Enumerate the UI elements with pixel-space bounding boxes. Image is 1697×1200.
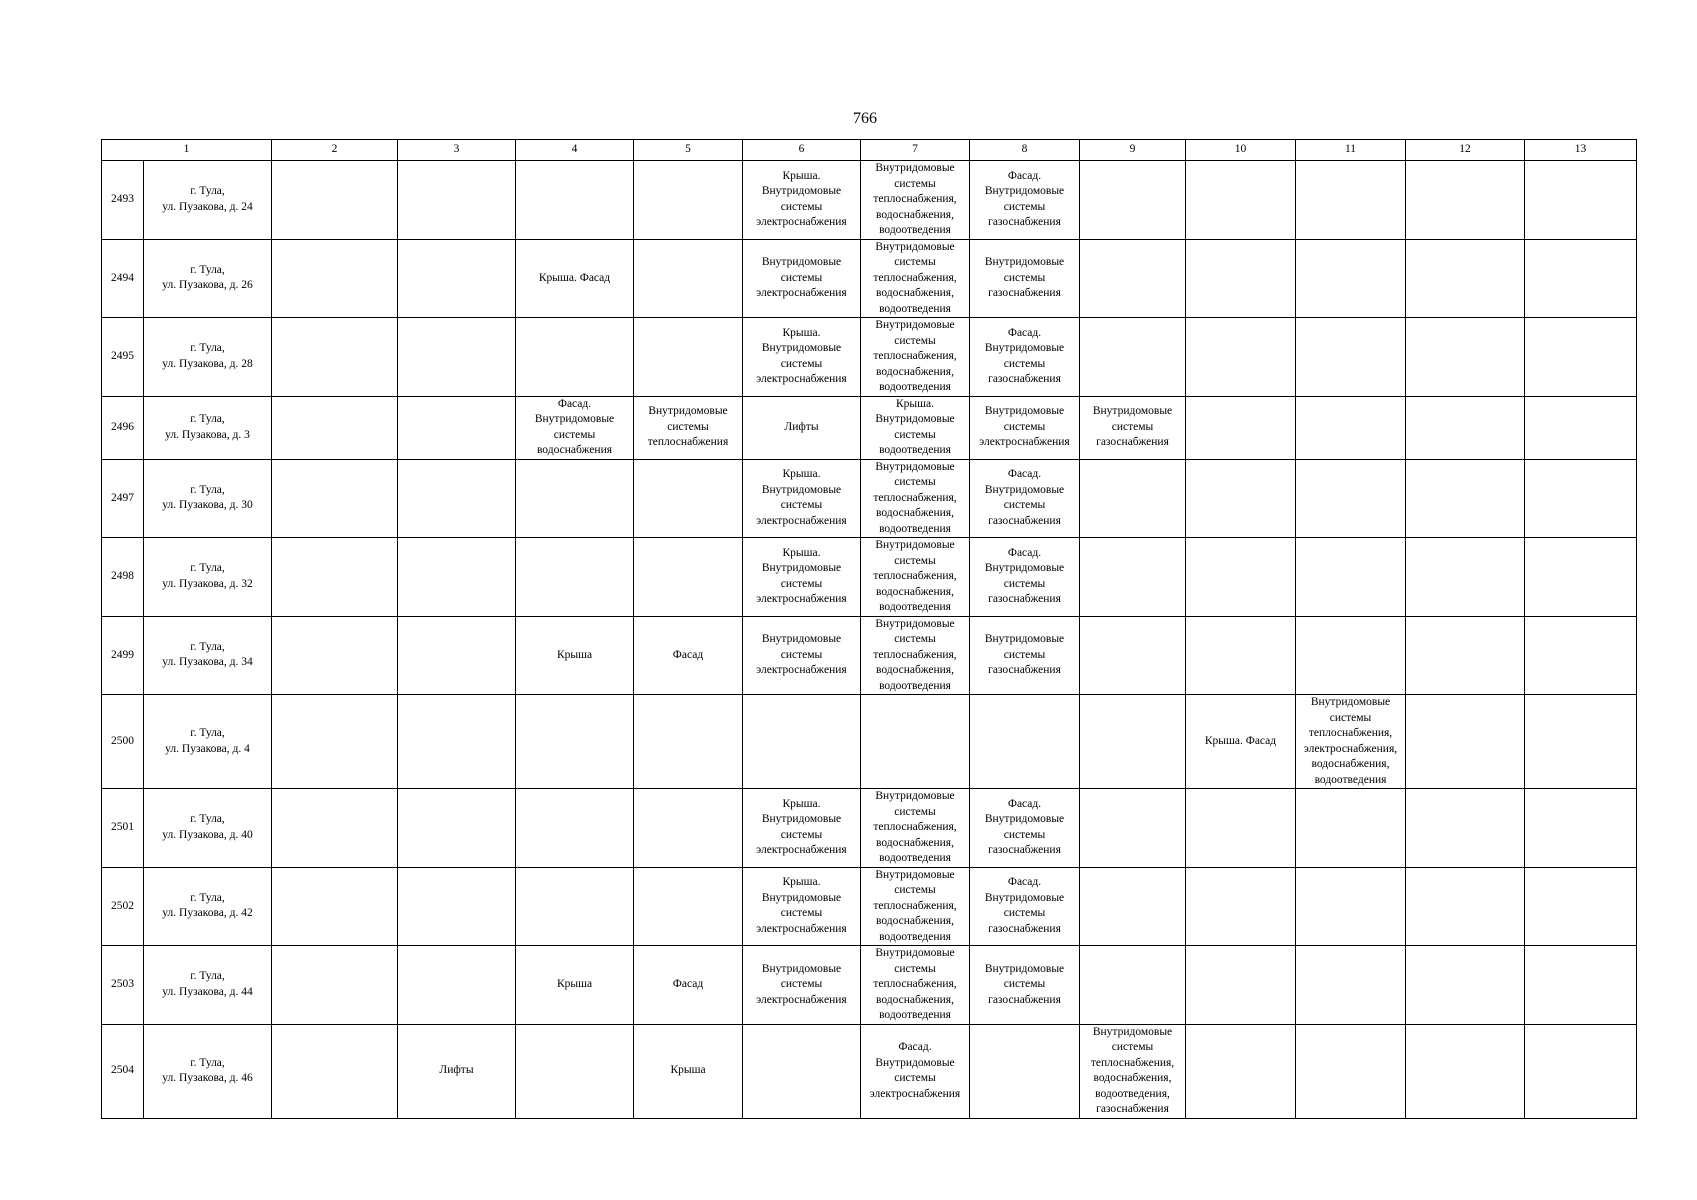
work-cell-col-9 (1080, 1024, 1186, 1118)
work-cell-col-10 (1186, 161, 1296, 240)
table-row (102, 1024, 1637, 1118)
work-cell-col-13 (1525, 789, 1637, 868)
column-header: 11 (1296, 140, 1406, 161)
work-cell-col-6 (743, 239, 861, 318)
work-cell-col-5 (634, 616, 743, 695)
work-cell-col-7 (861, 867, 970, 946)
work-cell-col-9 (1080, 538, 1186, 617)
work-type-text: Фасад. Внутридомовые системы газоснабжения (984, 169, 1065, 229)
work-type-text: Внутридомовые системы электроснабжения (756, 256, 847, 299)
work-cell-col-3 (398, 239, 516, 318)
work-cell-col-4 (516, 396, 634, 459)
work-cell-col-8 (970, 695, 1080, 789)
work-cell-col-4 (516, 239, 634, 318)
work-cell-col-13 (1525, 616, 1637, 695)
work-cell-col-12 (1406, 161, 1525, 240)
work-cell-col-12 (1406, 239, 1525, 318)
work-type-text: Крыша. Фасад (1204, 734, 1277, 747)
work-cell-col-9 (1080, 239, 1186, 318)
table-row (102, 318, 1637, 397)
address-city: г. Тула, (190, 483, 225, 496)
work-cell-col-8 (970, 789, 1080, 868)
work-type-text: Крыша. Внутридомовые системы электроснабжения (756, 546, 847, 606)
work-cell-col-2 (272, 867, 398, 946)
work-cell-col-3 (398, 318, 516, 397)
work-cell-col-5 (634, 946, 743, 1025)
work-type-text: Внутридомовые системы газоснабжения (984, 256, 1065, 299)
table-row (102, 695, 1637, 789)
row-number: 2504 (102, 1024, 144, 1118)
address-city: г. Тула, (190, 562, 225, 575)
work-cell-col-5 (634, 396, 743, 459)
address-street: ул. Пузакова, д. 24 (162, 200, 253, 213)
work-cell-col-8 (970, 396, 1080, 459)
work-cell-col-8 (970, 1024, 1080, 1118)
work-cell-col-11 (1296, 695, 1406, 789)
work-cell-col-4 (516, 459, 634, 538)
work-type-text: Крыша. Фасад (538, 271, 611, 284)
table-row (102, 538, 1637, 617)
work-cell-col-2 (272, 396, 398, 459)
work-type-text: Внутридомовые системы теплоснабжения, водоснабжения, водоотведения (873, 617, 957, 692)
work-cell-col-12 (1406, 318, 1525, 397)
work-cell-col-10 (1186, 789, 1296, 868)
work-cell-col-13 (1525, 538, 1637, 617)
table-header (102, 140, 1637, 161)
work-cell-col-9 (1080, 789, 1186, 868)
work-type-text: Фасад. Внутридомовые системы газоснабжения (984, 468, 1065, 527)
row-number: 2493 (102, 161, 144, 240)
work-cell-col-9 (1080, 318, 1186, 397)
work-type-text: Внутридомовые системы газоснабжения (984, 962, 1065, 1006)
address-city: г. Тула, (190, 263, 225, 276)
address-street: ул. Пузакова, д. 44 (162, 985, 253, 998)
work-cell-col-12 (1406, 1024, 1525, 1118)
work-cell-col-11 (1296, 789, 1406, 868)
address-cell (144, 459, 272, 538)
work-type-text: Лифты (784, 420, 819, 433)
work-type-text: Внутридомовые системы теплоснабжения, водоснабжения, водоотведения (873, 319, 957, 393)
work-cell-col-5 (634, 459, 743, 538)
work-cell-col-9 (1080, 459, 1186, 538)
address-city: г. Тула, (190, 185, 225, 198)
work-cell-col-5 (634, 538, 743, 617)
work-cell-col-4 (516, 161, 634, 240)
column-header: 4 (516, 140, 634, 161)
work-cell-col-7 (861, 946, 970, 1025)
work-cell-col-5 (634, 1024, 743, 1118)
work-type-text: Крыша. Внутридомовые системы водоотведения (875, 397, 955, 456)
work-cell-col-10 (1186, 695, 1296, 789)
work-type-text: Фасад. Внутридомовые системы электроснабжения (869, 1041, 961, 1100)
work-cell-col-6 (743, 459, 861, 538)
table-row (102, 396, 1637, 459)
work-cell-col-9 (1080, 946, 1186, 1025)
page-number: 766 (853, 110, 877, 127)
work-cell-col-8 (970, 616, 1080, 695)
work-cell-col-11 (1296, 616, 1406, 695)
address-street: ул. Пузакова, д. 3 (165, 428, 250, 441)
table-row (102, 161, 1637, 240)
work-cell-col-4 (516, 616, 634, 695)
work-cell-col-3 (398, 616, 516, 695)
work-cell-col-5 (634, 695, 743, 789)
work-type-text: Фасад. Внутридомовые системы газоснабжения (984, 797, 1065, 857)
work-type-text: Внутридомовые системы теплоснабжения, водоснабжения, водоотведения (873, 460, 957, 535)
work-cell-col-3 (398, 789, 516, 868)
table-row (102, 789, 1637, 868)
work-cell-col-12 (1406, 946, 1525, 1025)
work-type-text: Внутридомовые системы теплоснабжения, водоснабжения, водоотведения (873, 790, 957, 864)
work-type-text: Фасад. Внутридомовые системы газоснабжения (984, 876, 1065, 935)
work-type-text: Крыша. Внутридомовые системы электроснабжения (756, 876, 847, 935)
work-type-text: Фасад (672, 978, 704, 990)
work-cell-col-4 (516, 318, 634, 397)
work-cell-col-11 (1296, 318, 1406, 397)
work-cell-col-7 (861, 396, 970, 459)
work-type-text: Крыша. Внутридомовые системы электроснабжения (756, 468, 847, 527)
work-cell-col-8 (970, 161, 1080, 240)
row-number: 2497 (102, 459, 144, 538)
address-cell (144, 867, 272, 946)
address-city: г. Тула, (190, 970, 225, 983)
address-street: ул. Пузакова, д. 46 (162, 1072, 253, 1084)
address-city: г. Тула, (190, 727, 225, 739)
address-cell (144, 318, 272, 397)
work-cell-col-10 (1186, 538, 1296, 617)
work-cell-col-2 (272, 789, 398, 868)
work-cell-col-11 (1296, 459, 1406, 538)
work-cell-col-3 (398, 538, 516, 617)
work-cell-col-5 (634, 318, 743, 397)
work-cell-col-8 (970, 867, 1080, 946)
work-cell-col-4 (516, 1024, 634, 1118)
address-street: ул. Пузакова, д. 4 (165, 742, 250, 755)
work-cell-col-6 (743, 161, 861, 240)
row-number: 2500 (102, 695, 144, 789)
work-cell-col-10 (1186, 1024, 1296, 1118)
work-type-text: Внутридомовые системы теплоснабжения, водоснабжения, водоотведения (873, 240, 957, 315)
table-body (102, 161, 1637, 1119)
work-cell-col-2 (272, 695, 398, 789)
work-cell-col-7 (861, 538, 970, 617)
work-cell-col-4 (516, 789, 634, 868)
work-type-text: Внутридомовые системы электроснабжения (756, 962, 847, 1006)
address-street: ул. Пузакова, д. 32 (162, 577, 253, 590)
work-cell-col-8 (970, 459, 1080, 538)
work-type-text: Внутридомовые системы электроснабжения (979, 405, 1070, 449)
work-cell-col-12 (1406, 695, 1525, 789)
work-cell-col-13 (1525, 1024, 1637, 1118)
address-street: ул. Пузакова, д. 30 (162, 499, 253, 512)
work-type-text: Крыша. Внутридомовые системы электроснабжения (756, 797, 847, 857)
work-type-text: Внутридомовые системы теплоснабжения, водоснабжения, водоотведения, газоснабжения (1090, 1025, 1175, 1115)
work-type-text: Крыша (670, 1064, 706, 1077)
work-type-text: Внутридомовые системы газоснабжения (984, 633, 1065, 676)
work-cell-col-6 (743, 789, 861, 868)
work-cell-col-10 (1186, 946, 1296, 1025)
address-cell (144, 396, 272, 459)
work-cell-col-4 (516, 946, 634, 1025)
address-street: ул. Пузакова, д. 28 (162, 357, 253, 370)
address-cell (144, 1024, 272, 1118)
address-street: ул. Пузакова, д. 26 (162, 279, 253, 292)
address-cell (144, 538, 272, 617)
address-city: г. Тула, (190, 1056, 225, 1069)
work-cell-col-11 (1296, 946, 1406, 1025)
work-cell-col-2 (272, 1024, 398, 1118)
work-cell-col-7 (861, 789, 970, 868)
address-cell (144, 616, 272, 695)
work-cell-col-13 (1525, 695, 1637, 789)
work-cell-col-8 (970, 538, 1080, 617)
work-cell-col-12 (1406, 459, 1525, 538)
column-header: 9 (1080, 140, 1186, 161)
address-city: г. Тула, (190, 891, 225, 904)
work-cell-col-12 (1406, 789, 1525, 868)
work-cell-col-6 (743, 318, 861, 397)
column-header: 7 (861, 140, 970, 161)
work-type-text: Лифты (439, 1064, 474, 1077)
work-cell-col-5 (634, 239, 743, 318)
address-city: г. Тула, (190, 342, 225, 355)
address-street: ул. Пузакова, д. 34 (162, 656, 253, 669)
table-row (102, 946, 1637, 1025)
work-cell-col-7 (861, 616, 970, 695)
work-type-text: Крыша. Внутридомовые системы электроснабжения (756, 326, 847, 386)
work-cell-col-11 (1296, 538, 1406, 617)
column-header: 5 (634, 140, 743, 161)
work-type-text: Фасад. Внутридомовые системы водоснабжения (534, 397, 615, 456)
work-cell-col-5 (634, 867, 743, 946)
work-cell-col-8 (970, 946, 1080, 1025)
work-type-text: Внутридомовые системы теплоснабжения, водоснабжения, водоотведения (873, 947, 957, 1021)
work-cell-col-10 (1186, 396, 1296, 459)
row-number: 2496 (102, 396, 144, 459)
work-cell-col-6 (743, 1024, 861, 1118)
table-row (102, 239, 1637, 318)
column-number-row (102, 140, 1637, 161)
work-cell-col-10 (1186, 239, 1296, 318)
work-cell-col-2 (272, 538, 398, 617)
work-type-text: Фасад. Внутридомовые системы газоснабжения (984, 326, 1065, 386)
work-cell-col-9 (1080, 867, 1186, 946)
work-type-text: Крыша (556, 978, 593, 990)
work-cell-col-10 (1186, 867, 1296, 946)
work-cell-col-2 (272, 161, 398, 240)
work-cell-col-4 (516, 695, 634, 789)
work-cell-col-4 (516, 867, 634, 946)
work-cell-col-2 (272, 946, 398, 1025)
repair-schedule-table (101, 139, 1637, 1119)
address-street: ул. Пузакова, д. 42 (162, 907, 253, 920)
work-type-text: Внутридомовые системы теплоснабжения, электроснабжения, водоснабжения, водоотведения (1303, 696, 1398, 786)
work-cell-col-3 (398, 867, 516, 946)
address-city: г. Тула, (190, 640, 225, 653)
work-cell-col-9 (1080, 396, 1186, 459)
work-cell-col-7 (861, 161, 970, 240)
column-header: 12 (1406, 140, 1525, 161)
work-cell-col-9 (1080, 161, 1186, 240)
column-header: 3 (398, 140, 516, 161)
work-cell-col-5 (634, 161, 743, 240)
work-cell-col-7 (861, 318, 970, 397)
work-cell-col-11 (1296, 161, 1406, 240)
work-type-text: Внутридомовые системы теплоснабжения, водоснабжения, водоотведения (873, 162, 957, 236)
work-cell-col-13 (1525, 318, 1637, 397)
address-city: г. Тула, (190, 413, 225, 425)
work-cell-col-12 (1406, 538, 1525, 617)
work-type-text: Крыша (556, 648, 593, 661)
work-cell-col-12 (1406, 867, 1525, 946)
column-header: 6 (743, 140, 861, 161)
work-cell-col-2 (272, 239, 398, 318)
address-cell (144, 946, 272, 1025)
row-number: 2501 (102, 789, 144, 868)
work-cell-col-4 (516, 538, 634, 617)
work-cell-col-13 (1525, 161, 1637, 240)
work-cell-col-11 (1296, 1024, 1406, 1118)
work-cell-col-6 (743, 538, 861, 617)
work-cell-col-12 (1406, 616, 1525, 695)
work-type-text: Внутридомовые системы теплоснабжения (647, 405, 729, 449)
work-cell-col-8 (970, 239, 1080, 318)
work-cell-col-10 (1186, 318, 1296, 397)
work-cell-col-7 (861, 695, 970, 789)
work-cell-col-6 (743, 695, 861, 789)
work-type-text: Крыша. Внутридомовые системы электроснабжения (756, 169, 847, 229)
work-type-text: Фасад (672, 648, 704, 661)
work-cell-col-9 (1080, 695, 1186, 789)
column-header: 10 (1186, 140, 1296, 161)
address-cell (144, 695, 272, 789)
address-cell (144, 239, 272, 318)
table-row (102, 459, 1637, 538)
work-type-text: Внутридомовые системы теплоснабжения, водоснабжения, водоотведения (873, 868, 957, 943)
work-cell-col-7 (861, 459, 970, 538)
work-cell-col-2 (272, 616, 398, 695)
work-cell-col-12 (1406, 396, 1525, 459)
work-cell-col-13 (1525, 946, 1637, 1025)
column-header: 2 (272, 140, 398, 161)
work-cell-col-10 (1186, 616, 1296, 695)
work-cell-col-6 (743, 867, 861, 946)
row-number: 2498 (102, 538, 144, 617)
work-cell-col-3 (398, 1024, 516, 1118)
address-cell (144, 789, 272, 868)
work-cell-col-2 (272, 318, 398, 397)
work-cell-col-7 (861, 1024, 970, 1118)
work-cell-col-7 (861, 239, 970, 318)
work-cell-col-6 (743, 946, 861, 1025)
column-header: 8 (970, 140, 1080, 161)
work-type-text: Фасад. Внутридомовые системы газоснабжения (984, 546, 1065, 606)
work-cell-col-11 (1296, 396, 1406, 459)
work-cell-col-11 (1296, 867, 1406, 946)
work-cell-col-11 (1296, 239, 1406, 318)
row-number: 2499 (102, 616, 144, 695)
address-cell (144, 161, 272, 240)
work-type-text: Внутридомовые системы теплоснабжения, водоснабжения, водоотведения (873, 539, 957, 613)
work-cell-col-3 (398, 161, 516, 240)
table-row (102, 616, 1637, 695)
work-cell-col-3 (398, 946, 516, 1025)
work-cell-col-3 (398, 695, 516, 789)
work-cell-col-8 (970, 318, 1080, 397)
work-type-text: Внутридомовые системы газоснабжения (1092, 405, 1173, 449)
row-number: 2494 (102, 239, 144, 318)
work-cell-col-10 (1186, 459, 1296, 538)
work-cell-col-6 (743, 396, 861, 459)
table-row (102, 867, 1637, 946)
work-type-text: Внутридомовые системы электроснабжения (756, 633, 847, 676)
work-cell-col-13 (1525, 396, 1637, 459)
column-header: 13 (1525, 140, 1637, 161)
work-cell-col-5 (634, 789, 743, 868)
work-cell-col-3 (398, 396, 516, 459)
work-cell-col-3 (398, 459, 516, 538)
row-number: 2503 (102, 946, 144, 1025)
work-cell-col-13 (1525, 867, 1637, 946)
address-street: ул. Пузакова, д. 40 (162, 828, 253, 841)
work-cell-col-6 (743, 616, 861, 695)
work-cell-col-13 (1525, 239, 1637, 318)
work-cell-col-9 (1080, 616, 1186, 695)
work-cell-col-2 (272, 459, 398, 538)
work-cell-col-13 (1525, 459, 1637, 538)
address-city: г. Тула, (190, 813, 225, 826)
row-number: 2495 (102, 318, 144, 397)
row-number: 2502 (102, 867, 144, 946)
column-header: 1 (102, 140, 272, 161)
